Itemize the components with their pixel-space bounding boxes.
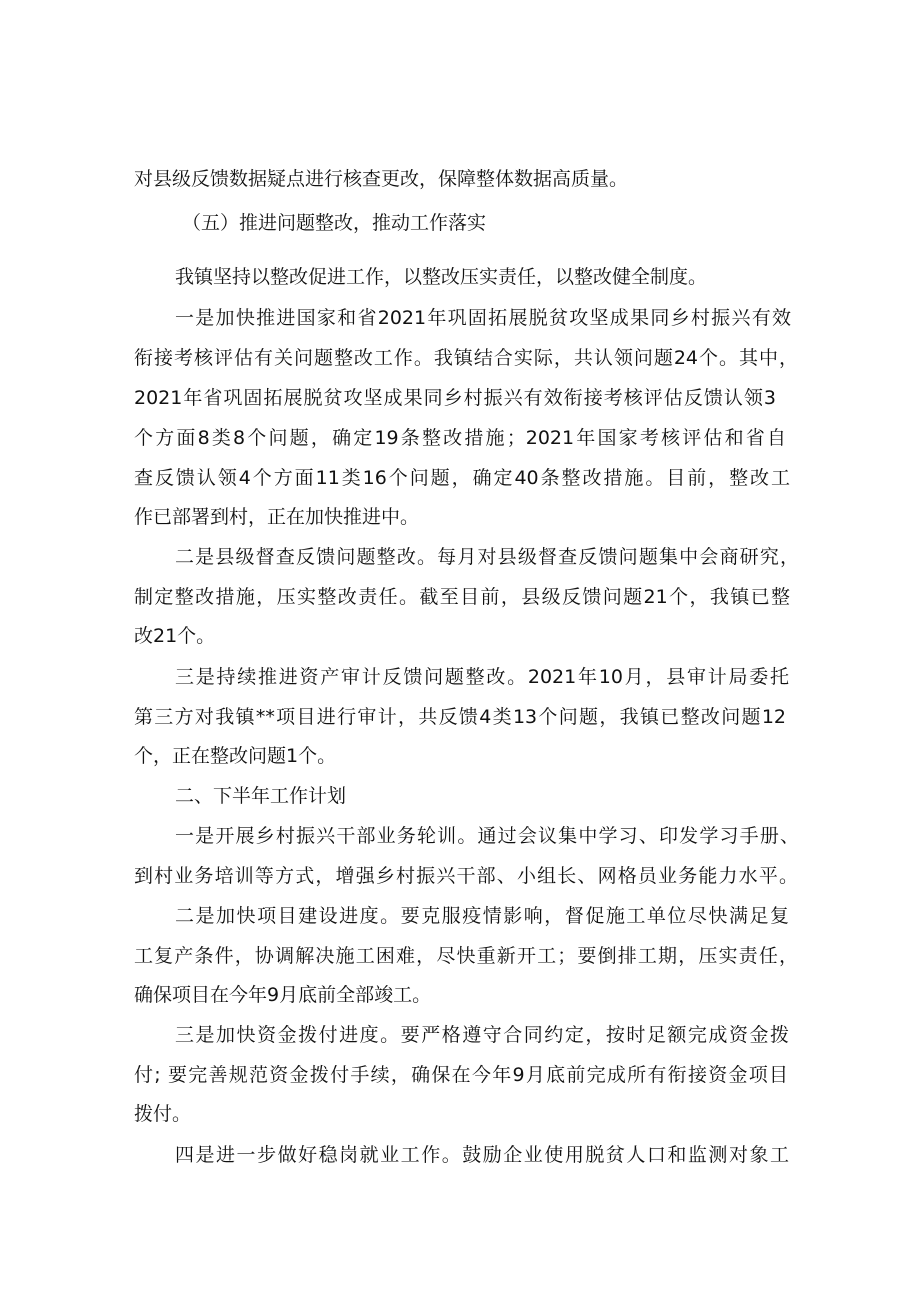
paragraph-line: 2021年省巩固拓展脱贫攻坚成果同乡村振兴有效衔接考核评估反馈认领3	[134, 387, 776, 409]
paragraph-line: 付; 要完善规范资金拨付手续，确保在今年9月底前完成所有衔接资金项目	[134, 1064, 788, 1086]
paragraph-line: 作已部署到村，正在加快推进中。	[134, 506, 420, 528]
paragraph-line: 三是加快资金拨付进度。要严格遵守合同约定，按时足额完成资金拨	[175, 1024, 789, 1046]
paragraph-line: 查反馈认领4个方面11类16个问题，确定40条整改措施。目前，整改工	[134, 467, 790, 489]
paragraph-line: 拨付。	[134, 1103, 192, 1125]
paragraph-line: 四是进一步做好稳岗就业工作。鼓励企业使用脱贫人口和监测对象工	[175, 1144, 789, 1166]
paragraph-line: 到村业务培训等方式，增强乡村振兴干部、小组长、网格员业务能力水平。	[134, 865, 798, 887]
paragraph-line: 个，正在整改问题1个。	[134, 745, 337, 767]
paragraph-line: 衔接考核评估有关问题整改工作。我镇结合实际，共认领问题24个。其中，	[134, 347, 798, 369]
paragraph-line: 三是持续推进资产审计反馈问题整改。2021年10月，县审计局委托	[175, 666, 789, 688]
paragraph-line: 我镇坚持以整改促进工作，以整改压实责任，以整改健全制度。	[175, 266, 708, 288]
paragraph-line: 一是加快推进国家和省2021年巩固拓展脱贫攻坚成果同乡村振兴有效	[175, 307, 791, 329]
section-heading: 二、下半年工作计划	[175, 785, 347, 807]
paragraph-line: 制定整改措施，压实整改责任。截至目前，县级反馈问题21个，我镇已整	[134, 586, 790, 608]
paragraph-line: 第三方对我镇**项目进行审计，共反馈4类13个问题，我镇已整改问题12	[134, 706, 786, 728]
paragraph-line: 对县级反馈数据疑点进行核查更改，保障整体数据高质量。	[134, 168, 629, 190]
section-heading: （五）推进问题整改，推动工作落实	[182, 212, 487, 234]
paragraph-line: 二是加快项目建设进度。要克服疫情影响，督促施工单位尽快满足复	[175, 905, 789, 927]
paragraph-line: 一是开展乡村振兴干部业务轮训。通过会议集中学习、印发学习手册、	[175, 825, 799, 847]
paragraph-line: 改21个。	[134, 625, 216, 647]
paragraph-line: 个方面8类8个问题，确定19条整改措施；2021年国家考核评估和省自	[134, 427, 786, 449]
paragraph-line: 工复产条件，协调解决施工困难，尽快重新开工；要倒排工期，压实责任，	[134, 945, 798, 967]
paragraph-line: 确保项目在今年9月底前全部竣工。	[134, 984, 432, 1006]
paragraph-line: 二是县级督查反馈问题整改。每月对县级督查反馈问题集中会商研究，	[175, 546, 799, 568]
